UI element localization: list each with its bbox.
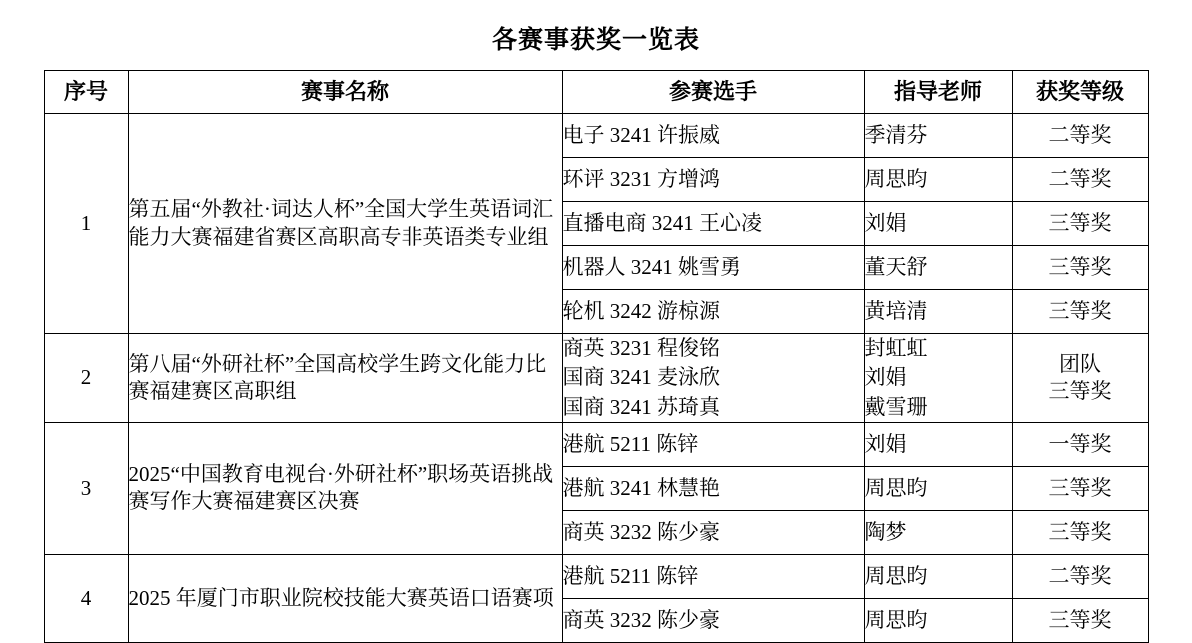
player-name: 国商 3241 苏琦真 <box>562 394 720 419</box>
cell-teacher: 董天舒 <box>864 246 1012 290</box>
cell-player: 商英 3232 陈少豪 <box>562 598 864 642</box>
cell-player-group <box>562 334 864 423</box>
level-line: 团队 <box>1059 351 1101 376</box>
teacher-name: 刘娟 <box>864 365 907 390</box>
cell-teacher: 周思昀 <box>864 466 1012 510</box>
cell-level-group <box>1012 334 1148 423</box>
column-header-event: 赛事名称 <box>128 71 562 114</box>
cell-level: 二等奖 <box>1012 554 1148 598</box>
table-row <box>44 114 1148 158</box>
cell-player: 港航 3241 林慧艳 <box>562 466 864 510</box>
cell-index: 3 <box>44 422 128 554</box>
cell-player: 轮机 3242 游椋源 <box>562 290 864 334</box>
table-header-row <box>44 71 1148 114</box>
cell-teacher: 周思昀 <box>864 598 1012 642</box>
cell-teacher: 刘娟 <box>864 422 1012 466</box>
cell-level: 三等奖 <box>1012 466 1148 510</box>
cell-level: 三等奖 <box>1012 290 1148 334</box>
cell-event: 2025“中国教育电视台·外研社杯”职场英语挑战赛写作大赛福建赛区决赛 <box>128 422 562 554</box>
level-line: 三等奖 <box>1048 378 1112 403</box>
cell-player: 港航 5211 陈锌 <box>562 422 864 466</box>
column-header-index: 序号 <box>44 71 128 114</box>
player-name: 国商 3241 麦泳欣 <box>562 365 720 390</box>
cell-teacher: 陶梦 <box>864 510 1012 554</box>
column-header-player: 参赛选手 <box>562 71 864 114</box>
cell-teacher: 刘娟 <box>864 202 1012 246</box>
cell-teacher-group <box>864 334 1012 423</box>
cell-level: 二等奖 <box>1012 158 1148 202</box>
teacher-name: 封虹虹 <box>864 336 928 360</box>
cell-index: 2 <box>44 334 128 423</box>
cell-level: 三等奖 <box>1012 598 1148 642</box>
cell-teacher: 周思昀 <box>864 554 1012 598</box>
cell-level: 三等奖 <box>1012 246 1148 290</box>
cell-index: 4 <box>44 554 128 642</box>
table-row <box>44 422 1148 466</box>
column-header-teacher: 指导老师 <box>864 71 1012 114</box>
cell-event: 第五届“外教社·词达人杯”全国大学生英语词汇能力大赛福建省赛区高职高专非英语类专业组 <box>128 114 562 334</box>
cell-teacher: 周思昀 <box>864 158 1012 202</box>
table-body <box>44 114 1148 643</box>
teacher-name: 戴雪珊 <box>864 394 928 419</box>
cell-player: 机器人 3241 姚雪勇 <box>562 246 864 290</box>
cell-level: 一等奖 <box>1012 422 1148 466</box>
cell-index: 1 <box>44 114 128 334</box>
column-header-level: 获奖等级 <box>1012 71 1148 114</box>
cell-level: 二等奖 <box>1012 114 1148 158</box>
cell-teacher: 季清芬 <box>864 114 1012 158</box>
cell-player: 环评 3231 方增鸿 <box>562 158 864 202</box>
page-title: 各赛事获奖一览表 <box>491 27 700 54</box>
player-name: 商英 3231 程俊铭 <box>562 336 720 360</box>
table-header <box>44 71 1148 114</box>
table-row <box>44 554 1148 598</box>
cell-event: 2025 年厦门市职业院校技能大赛英语口语赛项 <box>128 554 562 642</box>
cell-player: 商英 3232 陈少豪 <box>562 510 864 554</box>
table-row <box>44 334 1148 423</box>
cell-teacher: 黄培清 <box>864 290 1012 334</box>
cell-level: 三等奖 <box>1012 202 1148 246</box>
cell-player: 直播电商 3241 王心凌 <box>562 202 864 246</box>
cell-event: 第八届“外研社杯”全国高校学生跨文化能力比赛福建赛区高职组 <box>128 334 562 423</box>
cell-player: 港航 5211 陈锌 <box>562 554 864 598</box>
award-table <box>44 70 1149 643</box>
cell-player: 电子 3241 许振威 <box>562 114 864 158</box>
cell-level: 三等奖 <box>1012 510 1148 554</box>
